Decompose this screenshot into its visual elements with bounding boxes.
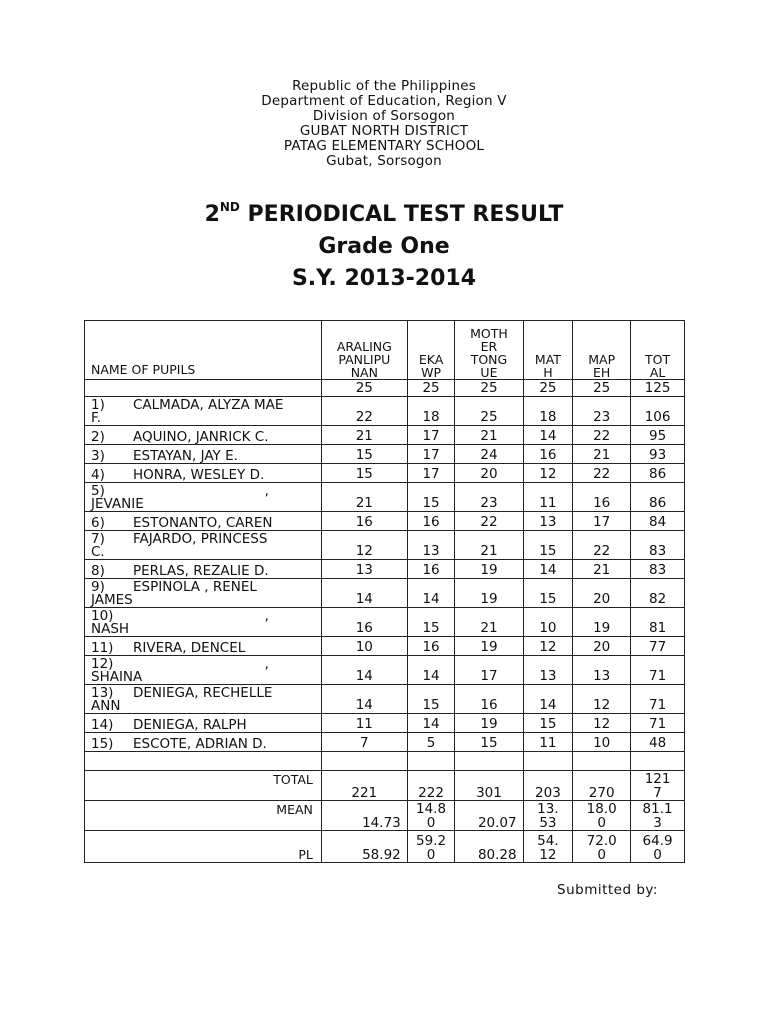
score-cell: 48	[631, 733, 685, 752]
pupil-name-line-2: F.	[91, 410, 101, 426]
table-header-row	[85, 321, 685, 380]
submitted-by-label: Submitted by:	[557, 882, 658, 898]
pupil-name-cell	[85, 685, 322, 714]
score-cell: 15	[407, 608, 455, 637]
pupil-name: ESPINOLA , RENEL	[133, 579, 257, 595]
max-score-label-cell	[85, 380, 322, 397]
score-cell: 20	[573, 637, 631, 656]
pupil-number: 6)	[91, 515, 105, 531]
pupil-entry	[91, 738, 319, 751]
score-cell: 71	[631, 714, 685, 733]
pupil-entry	[91, 658, 319, 684]
document-header	[0, 79, 768, 169]
score-cell: 25	[455, 397, 523, 426]
pupil-name-cell	[85, 397, 322, 426]
table-row	[85, 512, 685, 531]
max-score: 25	[523, 380, 573, 397]
pupil-entry	[91, 399, 319, 425]
pupil-name: ,	[264, 483, 269, 499]
score-cell: 15	[407, 483, 455, 512]
pupil-name-line-1	[91, 399, 319, 412]
pupil-name-line-2: JEVANIE	[91, 496, 144, 512]
subject-header: MAT H	[523, 321, 573, 380]
total-value: 270	[573, 771, 631, 801]
name-column-header: NAME OF PUPILS	[85, 321, 322, 380]
pupil-name: DENIEGA, RECHELLE	[133, 685, 273, 701]
score-cell: 71	[631, 656, 685, 685]
header-line: Gubat, Sorsogon	[326, 153, 442, 169]
score-cell: 16	[321, 608, 407, 637]
pupil-number: 12)	[91, 656, 114, 672]
pupil-entry	[91, 719, 319, 732]
total-label: TOTAL	[85, 771, 322, 801]
pupil-name: ,	[264, 656, 269, 672]
pupil-name: ESTONANTO, CAREN	[133, 515, 273, 531]
score-cell: 23	[455, 483, 523, 512]
pupil-entry	[91, 517, 319, 530]
score-cell: 13	[523, 656, 573, 685]
score-cell: 13	[407, 531, 455, 560]
total-row	[85, 771, 685, 801]
table-row	[85, 445, 685, 464]
table-row	[85, 579, 685, 608]
score-cell: 14	[523, 560, 573, 579]
pl-value: 64.9 0	[631, 831, 685, 863]
pupil-name-cell	[85, 560, 322, 579]
score-cell: 83	[631, 560, 685, 579]
table-row	[85, 685, 685, 714]
score-cell: 19	[455, 579, 523, 608]
max-score-row	[85, 380, 685, 397]
score-cell: 14	[523, 426, 573, 445]
table-row	[85, 464, 685, 483]
pupil-name: HONRA, WESLEY D.	[133, 467, 265, 483]
max-score: 25	[407, 380, 455, 397]
table-row	[85, 483, 685, 512]
title-ordinal-number: 2	[204, 202, 220, 227]
score-cell: 82	[631, 579, 685, 608]
pupil-number: 5)	[91, 483, 105, 499]
pupil-entry	[91, 687, 319, 713]
pupil-number: 8)	[91, 563, 105, 579]
pl-value: 58.92	[321, 831, 407, 863]
pupil-name: ESCOTE, ADRIAN D.	[133, 736, 267, 752]
total-value: 222	[407, 771, 455, 801]
pupil-number: 13)	[91, 685, 114, 701]
score-cell: 15	[321, 464, 407, 483]
score-cell: 15	[321, 445, 407, 464]
score-cell: 21	[573, 445, 631, 464]
pupil-entry	[91, 533, 319, 559]
score-cell: 86	[631, 464, 685, 483]
score-cell: 12	[573, 685, 631, 714]
header-line: Department of Education, Region V	[261, 93, 507, 109]
pupil-number: 15)	[91, 736, 114, 752]
total-value: 203	[523, 771, 573, 801]
max-score: 25	[455, 380, 523, 397]
pl-row	[85, 831, 685, 863]
results-table	[84, 320, 685, 863]
score-cell: 18	[523, 397, 573, 426]
score-cell: 23	[573, 397, 631, 426]
mean-row	[85, 801, 685, 831]
pupil-number: 4)	[91, 467, 105, 483]
total-value: 301	[455, 771, 523, 801]
score-cell: 16	[573, 483, 631, 512]
pupil-name-line-2: ANN	[91, 698, 121, 714]
score-cell: 24	[455, 445, 523, 464]
pupil-entry	[91, 610, 319, 636]
pupil-name-cell	[85, 464, 322, 483]
pupil-entry	[91, 431, 319, 444]
table-row	[85, 560, 685, 579]
score-cell: 22	[321, 397, 407, 426]
pupil-name-cell	[85, 531, 322, 560]
score-cell: 16	[455, 685, 523, 714]
pupil-entry	[91, 469, 319, 482]
score-cell: 19	[455, 714, 523, 733]
pupil-name-cell	[85, 637, 322, 656]
pl-value: 72.0 0	[573, 831, 631, 863]
pl-label: PL	[85, 831, 322, 863]
score-cell: 22	[573, 531, 631, 560]
title-school-year: S.Y. 2013-2014	[291, 266, 477, 291]
score-cell: 12	[321, 531, 407, 560]
subject-header: TOT AL	[631, 321, 685, 380]
score-cell: 17	[407, 464, 455, 483]
pupil-name-cell	[85, 656, 322, 685]
pupil-name-cell	[85, 512, 322, 531]
header-line: Republic of the Philippines	[292, 78, 476, 94]
blank-cell	[573, 752, 631, 771]
pupil-name: ,	[264, 608, 269, 624]
pupil-name: RIVERA, DENCEL	[133, 640, 246, 656]
pupil-number: 14)	[91, 717, 114, 733]
score-cell: 12	[523, 464, 573, 483]
pupil-name-line-2: JAMES	[91, 592, 133, 608]
score-cell: 81	[631, 608, 685, 637]
mean-value: 14.73	[321, 801, 407, 831]
score-cell: 10	[523, 608, 573, 637]
score-cell: 21	[455, 531, 523, 560]
score-cell: 21	[321, 426, 407, 445]
score-cell: 106	[631, 397, 685, 426]
score-cell: 13	[321, 560, 407, 579]
score-cell: 86	[631, 483, 685, 512]
score-cell: 14	[407, 714, 455, 733]
table-row	[85, 714, 685, 733]
score-cell: 10	[573, 733, 631, 752]
table-row	[85, 426, 685, 445]
pupil-name: PERLAS, REZALIE D.	[133, 563, 269, 579]
max-score: 25	[321, 380, 407, 397]
score-cell: 15	[455, 733, 523, 752]
score-cell: 5	[407, 733, 455, 752]
pupil-entry	[91, 642, 319, 655]
score-cell: 20	[573, 579, 631, 608]
pupil-number: 1)	[91, 397, 105, 413]
pupil-name: DENIEGA, RALPH	[133, 717, 247, 733]
title-main-text: PERIODICAL TEST RESULT	[239, 202, 564, 227]
pupil-name-line-2: SHAINA	[91, 669, 143, 685]
score-cell: 14	[407, 579, 455, 608]
pupil-name-cell	[85, 483, 322, 512]
header-line: Division of Sorsogon	[312, 108, 456, 124]
blank-cell	[631, 752, 685, 771]
score-cell: 12	[523, 637, 573, 656]
score-cell: 21	[321, 483, 407, 512]
score-cell: 17	[407, 445, 455, 464]
score-cell: 22	[573, 426, 631, 445]
pupil-name-cell	[85, 426, 322, 445]
subject-header: ARALING PANLIPU NAN	[321, 321, 407, 380]
score-cell: 16	[407, 637, 455, 656]
pupil-name-cell	[85, 608, 322, 637]
score-cell: 21	[455, 608, 523, 637]
pupil-number: 9)	[91, 579, 105, 595]
score-cell: 7	[321, 733, 407, 752]
score-cell: 16	[407, 560, 455, 579]
report-title	[0, 199, 768, 295]
table-row	[85, 608, 685, 637]
score-cell: 14	[321, 685, 407, 714]
score-cell: 15	[523, 714, 573, 733]
score-cell: 11	[523, 733, 573, 752]
score-cell: 16	[321, 512, 407, 531]
pupil-name-cell	[85, 445, 322, 464]
score-cell: 11	[321, 714, 407, 733]
score-cell: 22	[573, 464, 631, 483]
max-score: 25	[573, 380, 631, 397]
title-ordinal-suffix: ND	[219, 200, 240, 214]
subject-header: MOTH ER TONG UE	[455, 321, 523, 380]
pupil-entry	[91, 581, 319, 607]
table-row	[85, 733, 685, 752]
score-cell: 14	[321, 579, 407, 608]
blank-cell	[321, 752, 407, 771]
pupil-name: ESTAYAN, JAY E.	[133, 448, 238, 464]
score-cell: 20	[455, 464, 523, 483]
pupil-name-cell	[85, 714, 322, 733]
pl-value: 80.28	[455, 831, 523, 863]
pupil-number: 7)	[91, 531, 105, 547]
score-cell: 15	[523, 579, 573, 608]
pupil-name-line-1	[91, 687, 319, 700]
pupil-entry	[91, 565, 319, 578]
score-cell: 95	[631, 426, 685, 445]
pupil-number: 11)	[91, 640, 114, 656]
score-cell: 15	[523, 531, 573, 560]
score-cell: 12	[573, 714, 631, 733]
score-cell: 19	[455, 637, 523, 656]
score-cell: 21	[455, 426, 523, 445]
score-cell: 21	[573, 560, 631, 579]
score-cell: 15	[407, 685, 455, 714]
score-cell: 11	[523, 483, 573, 512]
total-value: 221	[321, 771, 407, 801]
score-cell: 13	[573, 656, 631, 685]
subject-header: MAP EH	[573, 321, 631, 380]
title-line-1	[0, 199, 768, 231]
score-cell: 17	[407, 426, 455, 445]
score-cell: 14	[523, 685, 573, 714]
mean-value: 20.07	[455, 801, 523, 831]
mean-value: 81.1 3	[631, 801, 685, 831]
score-cell: 18	[407, 397, 455, 426]
mean-value: 13. 53	[523, 801, 573, 831]
pl-value: 54. 12	[523, 831, 573, 863]
score-cell: 14	[321, 656, 407, 685]
score-cell: 14	[407, 656, 455, 685]
pupil-number: 2)	[91, 429, 105, 445]
blank-cell	[407, 752, 455, 771]
header-line: GUBAT NORTH DISTRICT	[299, 123, 469, 139]
score-cell: 93	[631, 445, 685, 464]
score-cell: 16	[523, 445, 573, 464]
score-cell: 22	[455, 512, 523, 531]
max-score: 125	[631, 380, 685, 397]
pupil-name-cell	[85, 579, 322, 608]
table-row	[85, 397, 685, 426]
subject-header: EKA WP	[407, 321, 455, 380]
blank-row	[85, 752, 685, 771]
blank-cell	[455, 752, 523, 771]
mean-value: 18.0 0	[573, 801, 631, 831]
score-cell: 17	[573, 512, 631, 531]
header-line: PATAG ELEMENTARY SCHOOL	[283, 138, 485, 154]
score-cell: 71	[631, 685, 685, 714]
pupil-name-line-2: C.	[91, 544, 105, 560]
score-cell: 13	[523, 512, 573, 531]
score-cell: 83	[631, 531, 685, 560]
pupil-name-line-1	[91, 533, 319, 546]
blank-cell	[85, 752, 322, 771]
blank-cell	[523, 752, 573, 771]
mean-value: 14.8 0	[407, 801, 455, 831]
score-cell: 77	[631, 637, 685, 656]
pupil-number: 10)	[91, 608, 114, 624]
table-row	[85, 656, 685, 685]
score-cell: 16	[407, 512, 455, 531]
pupil-entry	[91, 450, 319, 463]
pupil-name: CALMADA, ALYZA MAE	[133, 397, 284, 413]
score-cell: 10	[321, 637, 407, 656]
pupil-name: FAJARDO, PRINCESS	[133, 531, 268, 547]
title-grade: Grade One	[318, 234, 450, 259]
pupil-name: AQUINO, JANRICK C.	[133, 429, 269, 445]
pupil-name-line-2: NASH	[91, 621, 130, 637]
pupil-name-cell	[85, 733, 322, 752]
table-row	[85, 637, 685, 656]
pupil-entry	[91, 485, 319, 511]
score-cell: 19	[455, 560, 523, 579]
mean-label: MEAN	[85, 801, 322, 831]
pl-value: 59.2 0	[407, 831, 455, 863]
pupil-number: 3)	[91, 448, 105, 464]
score-cell: 19	[573, 608, 631, 637]
total-value: 121 7	[631, 771, 685, 801]
table-row	[85, 531, 685, 560]
score-cell: 84	[631, 512, 685, 531]
score-cell: 17	[455, 656, 523, 685]
